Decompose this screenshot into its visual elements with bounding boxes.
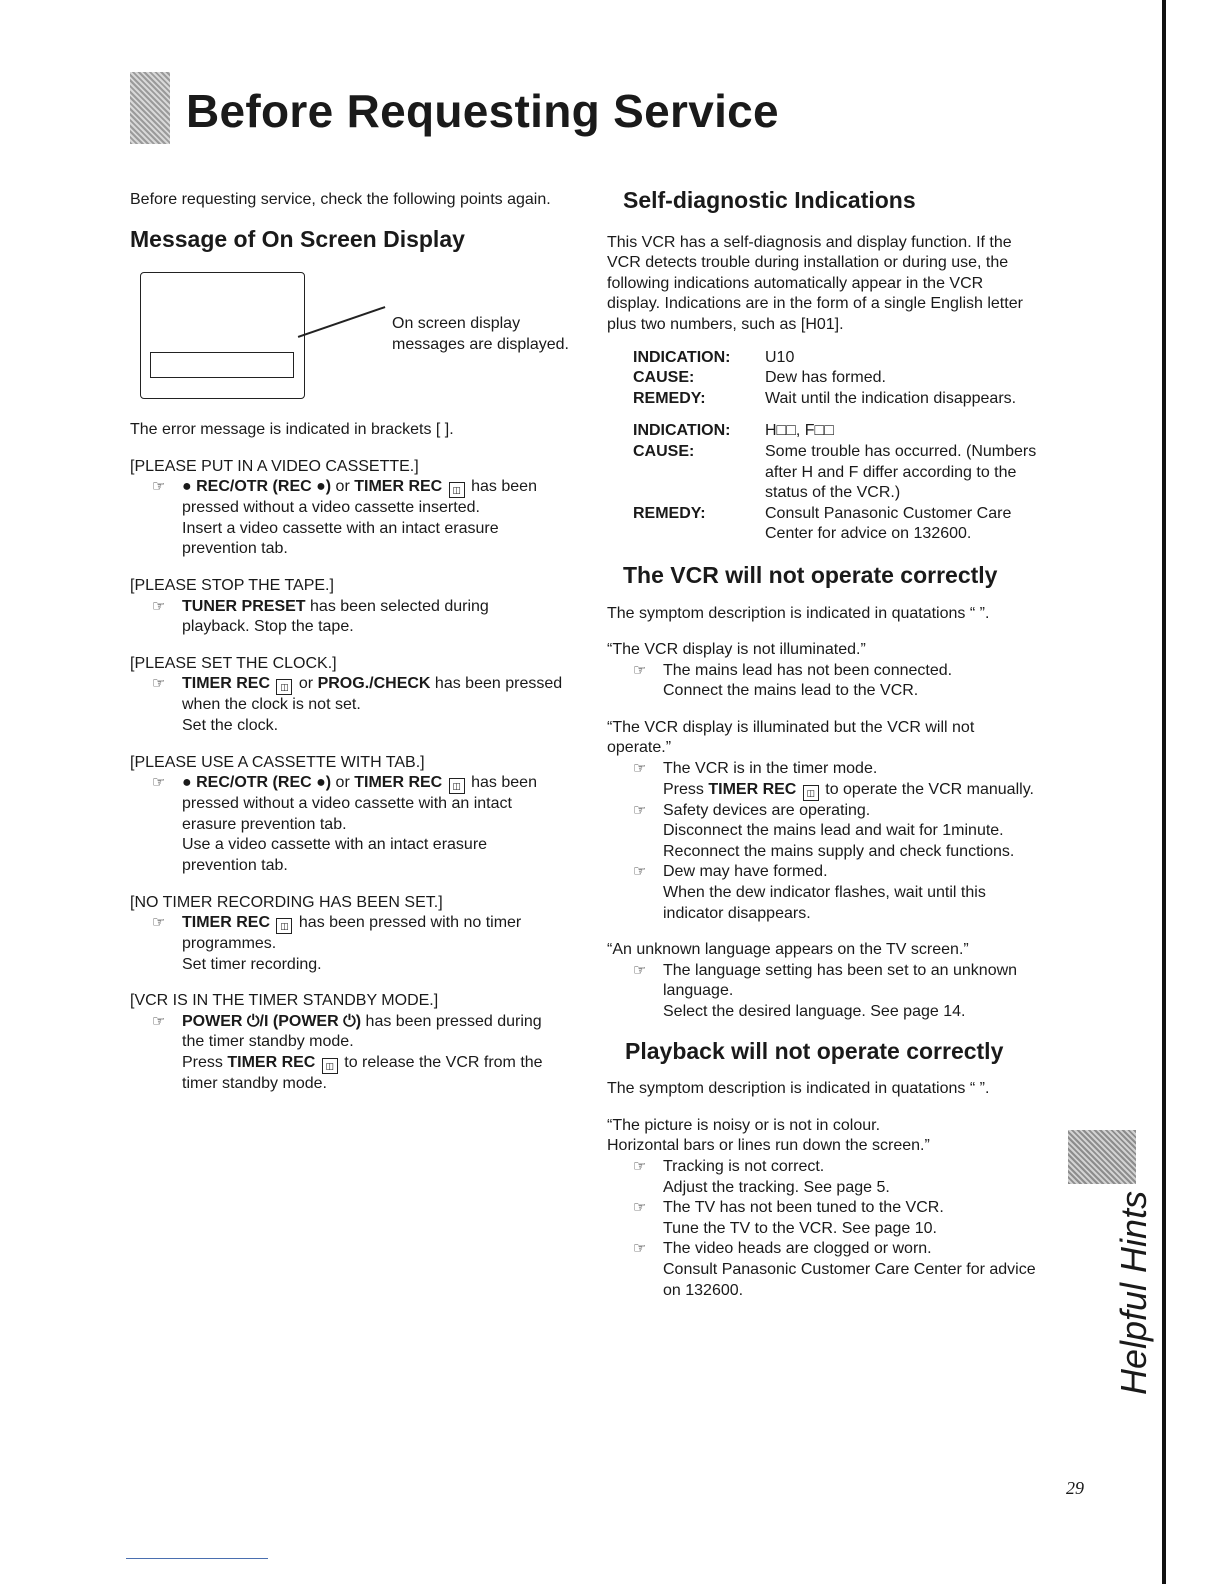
hand-pointer-icon: ☞ xyxy=(152,774,166,792)
diag-row xyxy=(607,442,1057,504)
cause-line: The language setting has been set to an unknown xyxy=(663,961,1018,979)
remedy-line: Insert a video cassette with an intact erasure xyxy=(182,519,499,537)
symptom-quote: Horizontal bars or lines run down the screen.” xyxy=(607,1137,930,1155)
diag-label: INDICATION: xyxy=(633,422,731,440)
diag-row xyxy=(607,504,1057,545)
cause-line: The TV has not been tuned to the VCR. xyxy=(663,1199,944,1217)
hand-pointer-icon: ☞ xyxy=(633,661,647,679)
diag-value-line: U10 xyxy=(765,348,795,366)
message-entry xyxy=(130,654,590,737)
diag-row xyxy=(607,348,1057,369)
cause-line: Connect the mains lead to the VCR. xyxy=(663,682,919,700)
section-tab-marker xyxy=(1068,1130,1136,1184)
vcr-note: The symptom description is indicated in quatations “ ”. xyxy=(607,604,990,622)
cause-line: on 132600. xyxy=(663,1281,744,1299)
symptom-cause xyxy=(607,862,1057,924)
diag-value-line: H□□, F□□ xyxy=(765,422,834,440)
remedy-line: TIMER REC ◫ has been pressed with no timer xyxy=(182,913,590,934)
right-margin-rule xyxy=(1162,0,1166,1584)
callout-line-2: messages are displayed. xyxy=(392,335,569,353)
diag-value-line: after H and F differ according to the xyxy=(765,463,1017,481)
remedy-line: Press TIMER REC ◫ to release the VCR from the xyxy=(182,1053,590,1074)
symptom-quote: “The VCR display is illuminated but the VCR will not xyxy=(607,718,975,736)
remedy-line: pressed without a video cassette inserted. xyxy=(182,499,480,517)
diag-value xyxy=(765,504,1057,545)
callout-line xyxy=(298,306,385,337)
diag-value-line: status of the VCR.) xyxy=(765,484,901,502)
message-remedy-text xyxy=(182,1012,590,1095)
tv-message-box xyxy=(150,352,294,378)
title-decoration-block xyxy=(130,72,170,144)
cause-line: Disconnect the mains lead and wait for 1minute. xyxy=(663,822,1004,840)
diag-value xyxy=(765,368,1057,389)
diag-label: REMEDY: xyxy=(633,504,706,522)
diag-value-line: Some trouble has occurred. (Numbers xyxy=(765,442,1037,460)
hand-pointer-icon: ☞ xyxy=(152,478,166,496)
message-remedy xyxy=(130,773,590,876)
symptom-quote: “The picture is noisy or is not in colour. xyxy=(607,1116,881,1134)
hand-pointer-icon: ☞ xyxy=(152,597,166,615)
symptom-quote: operate.” xyxy=(607,739,672,757)
page-number: 29 xyxy=(1066,1478,1084,1498)
remedy-line: prevention tab. xyxy=(182,540,288,558)
page-title: Before Requesting Service xyxy=(186,85,779,137)
symptom-entry xyxy=(607,940,1057,1022)
remedy-line: the timer standby mode. xyxy=(182,1033,354,1051)
message-head: [PLEASE USE A CASSETTE WITH TAB.] xyxy=(130,753,425,771)
hand-pointer-icon: ☞ xyxy=(633,1240,647,1258)
diag-value-line: Dew has formed. xyxy=(765,369,886,387)
message-entry xyxy=(130,893,590,976)
cause-line: Press TIMER REC ◫ to operate the VCR manually. xyxy=(663,780,1057,801)
diag-label: INDICATION: xyxy=(633,348,731,366)
message-head: [NO TIMER RECORDING HAS BEEN SET.] xyxy=(130,893,443,911)
hand-pointer-icon: ☞ xyxy=(633,801,647,819)
message-remedy-text xyxy=(182,913,590,975)
side-tab-label: Helpful Hints xyxy=(1113,1190,1154,1395)
right-column xyxy=(607,187,1057,1301)
remedy-line: TUNER PRESET has been selected during xyxy=(182,597,489,615)
diag-row xyxy=(607,421,1057,442)
cause-text xyxy=(663,1157,1057,1198)
message-remedy-text xyxy=(182,674,590,736)
cause-line: When the dew indicator flashes, wait until this xyxy=(663,884,986,902)
callout-text xyxy=(392,314,569,355)
diag-intro xyxy=(607,233,1057,336)
cause-text xyxy=(663,661,1057,702)
remedy-line: prevention tab. xyxy=(182,856,288,874)
remedy-line: pressed without a video cassette with an intact xyxy=(182,795,512,813)
cause-text xyxy=(663,961,1057,1023)
message-remedy xyxy=(130,477,590,560)
diag-intro-line: VCR detects trouble during installation or during use, the xyxy=(607,254,1009,272)
message-remedy-text xyxy=(182,597,590,638)
message-entry xyxy=(130,753,590,877)
diag-value-line: Consult Panasonic Customer Care xyxy=(765,504,1012,522)
hand-pointer-icon: ☞ xyxy=(152,675,166,693)
cause-line: Safety devices are operating. xyxy=(663,801,871,819)
diag-label: CAUSE: xyxy=(633,442,695,460)
diag-row xyxy=(607,368,1057,389)
cause-line: The mains lead has not been connected. xyxy=(663,661,953,679)
message-head: [PLEASE STOP THE TAPE.] xyxy=(130,576,334,594)
message-entry xyxy=(130,991,590,1094)
message-remedy xyxy=(130,1012,590,1095)
vcr-heading: The VCR will not operate correctly xyxy=(623,561,998,588)
remedy-line: playback. Stop the tape. xyxy=(182,618,354,636)
cause-text xyxy=(663,862,1057,924)
cause-line: Adjust the tracking. See page 5. xyxy=(663,1178,890,1196)
cause-line: Reconnect the mains supply and check functions. xyxy=(663,842,1015,860)
callout-line-1: On screen display xyxy=(392,315,521,332)
remedy-line: Set timer recording. xyxy=(182,955,322,973)
cause-line: Consult Panasonic Customer Care Center for advice xyxy=(663,1260,1036,1278)
hand-pointer-icon: ☞ xyxy=(633,863,647,881)
cause-line: indicator disappears. xyxy=(663,904,811,922)
symptom-quote: “The VCR display is not illuminated.” xyxy=(607,641,866,659)
symptom-cause xyxy=(607,961,1057,1023)
message-head: [PLEASE SET THE CLOCK.] xyxy=(130,654,337,672)
remedy-line: programmes. xyxy=(182,935,277,953)
hand-pointer-icon: ☞ xyxy=(633,760,647,778)
playback-note: The symptom description is indicated in quatations “ ”. xyxy=(607,1080,990,1098)
symptom-entry xyxy=(607,640,1057,702)
remedy-line: Set the clock. xyxy=(182,716,279,734)
playback-symptom-list xyxy=(607,1116,1057,1301)
diag-value-line: Wait until the indication disappears. xyxy=(765,389,1017,407)
diag-value xyxy=(765,348,1057,369)
diag-value xyxy=(765,421,1057,442)
diag-intro-line: following indications automatically appear in the VCR xyxy=(607,274,984,292)
remedy-line: erasure prevention tab. xyxy=(182,815,347,833)
diag-intro-line: display. Indications are in the form of a single English letter xyxy=(607,295,1023,313)
symptom-cause xyxy=(607,1157,1057,1198)
diag-label: CAUSE: xyxy=(633,369,695,387)
diag-heading: Self-diagnostic Indications xyxy=(623,187,916,213)
diag-value-line: Center for advice on 132600. xyxy=(765,525,972,543)
remedy-line: ● REC/OTR (REC ●) or TIMER REC ◫ has been xyxy=(182,477,590,498)
diag-label: REMEDY: xyxy=(633,389,706,407)
vcr-symptom-list xyxy=(607,640,1057,1023)
hand-pointer-icon: ☞ xyxy=(633,1157,647,1175)
hand-pointer-icon: ☞ xyxy=(152,914,166,932)
diag-intro-line: This VCR has a self-diagnosis and display function. If the xyxy=(607,233,1012,251)
diag-value xyxy=(765,442,1057,504)
diag-value xyxy=(765,389,1057,410)
hand-pointer-icon: ☞ xyxy=(633,1199,647,1217)
message-head: [VCR IS IN THE TIMER STANDBY MODE.] xyxy=(130,992,439,1010)
diag-row xyxy=(607,389,1057,410)
symptom-cause xyxy=(607,1198,1057,1239)
cause-line: The VCR is in the timer mode. xyxy=(663,760,878,778)
left-column xyxy=(130,190,590,252)
message-head: [PLEASE PUT IN A VIDEO CASSETTE.] xyxy=(130,457,419,475)
tv-frame xyxy=(140,272,305,399)
cause-line: Dew may have formed. xyxy=(663,863,828,881)
message-remedy-text xyxy=(182,773,590,876)
osd-heading: Message of On Screen Display xyxy=(130,225,465,252)
error-message-list xyxy=(130,420,590,1095)
symptom-cause xyxy=(607,759,1057,801)
remedy-line: POWER ⏻/I (POWER ⏻) has been pressed during xyxy=(182,1012,542,1030)
cause-line: Select the desired language. See page 14. xyxy=(663,1003,966,1020)
tv-screen-diagram xyxy=(140,272,580,402)
symptom-cause xyxy=(607,1239,1057,1301)
remedy-line: Use a video cassette with an intact erasure xyxy=(182,836,488,854)
symptom-cause xyxy=(607,661,1057,702)
symptom-entry xyxy=(607,1116,1057,1301)
message-remedy xyxy=(130,674,590,736)
diag-table xyxy=(607,348,1057,545)
cause-line: The video heads are clogged or worn. xyxy=(663,1240,932,1258)
message-entry xyxy=(130,457,590,560)
message-remedy xyxy=(130,913,590,975)
bottom-rule xyxy=(126,1558,268,1559)
remedy-line: when the clock is not set. xyxy=(182,696,361,714)
hand-pointer-icon: ☞ xyxy=(633,961,647,979)
diag-block xyxy=(607,348,1057,410)
remedy-line: TIMER REC ◫ or PROG./CHECK has been pressed xyxy=(182,674,590,695)
intro-text: Before requesting service, check the following points again. xyxy=(130,191,551,208)
symptom-entry xyxy=(607,718,1057,924)
cause-line: Tune the TV to the VCR. See page 10. xyxy=(663,1219,937,1237)
cause-text xyxy=(663,1198,1057,1239)
message-remedy xyxy=(130,597,590,638)
cause-line: Tracking is not correct. xyxy=(663,1157,825,1175)
symptom-quote: “An unknown language appears on the TV screen.” xyxy=(607,941,969,959)
message-remedy-text xyxy=(182,477,590,560)
symptom-cause xyxy=(607,801,1057,863)
remedy-line: timer standby mode. xyxy=(182,1075,327,1093)
cause-text xyxy=(663,1239,1057,1301)
playback-heading: Playback will not operate correctly xyxy=(625,1037,1004,1064)
cause-text xyxy=(663,801,1057,863)
message-entry xyxy=(130,576,590,638)
cause-text xyxy=(663,759,1057,801)
diag-intro-line: plus two numbers, such as [H01]. xyxy=(607,315,844,333)
remedy-line: ● REC/OTR (REC ●) or TIMER REC ◫ has been xyxy=(182,773,590,794)
cause-line: language. xyxy=(663,982,734,1000)
error-note: The error message is indicated in brackets [ ]. xyxy=(130,421,454,438)
diag-block xyxy=(607,421,1057,545)
hand-pointer-icon: ☞ xyxy=(152,1012,166,1030)
